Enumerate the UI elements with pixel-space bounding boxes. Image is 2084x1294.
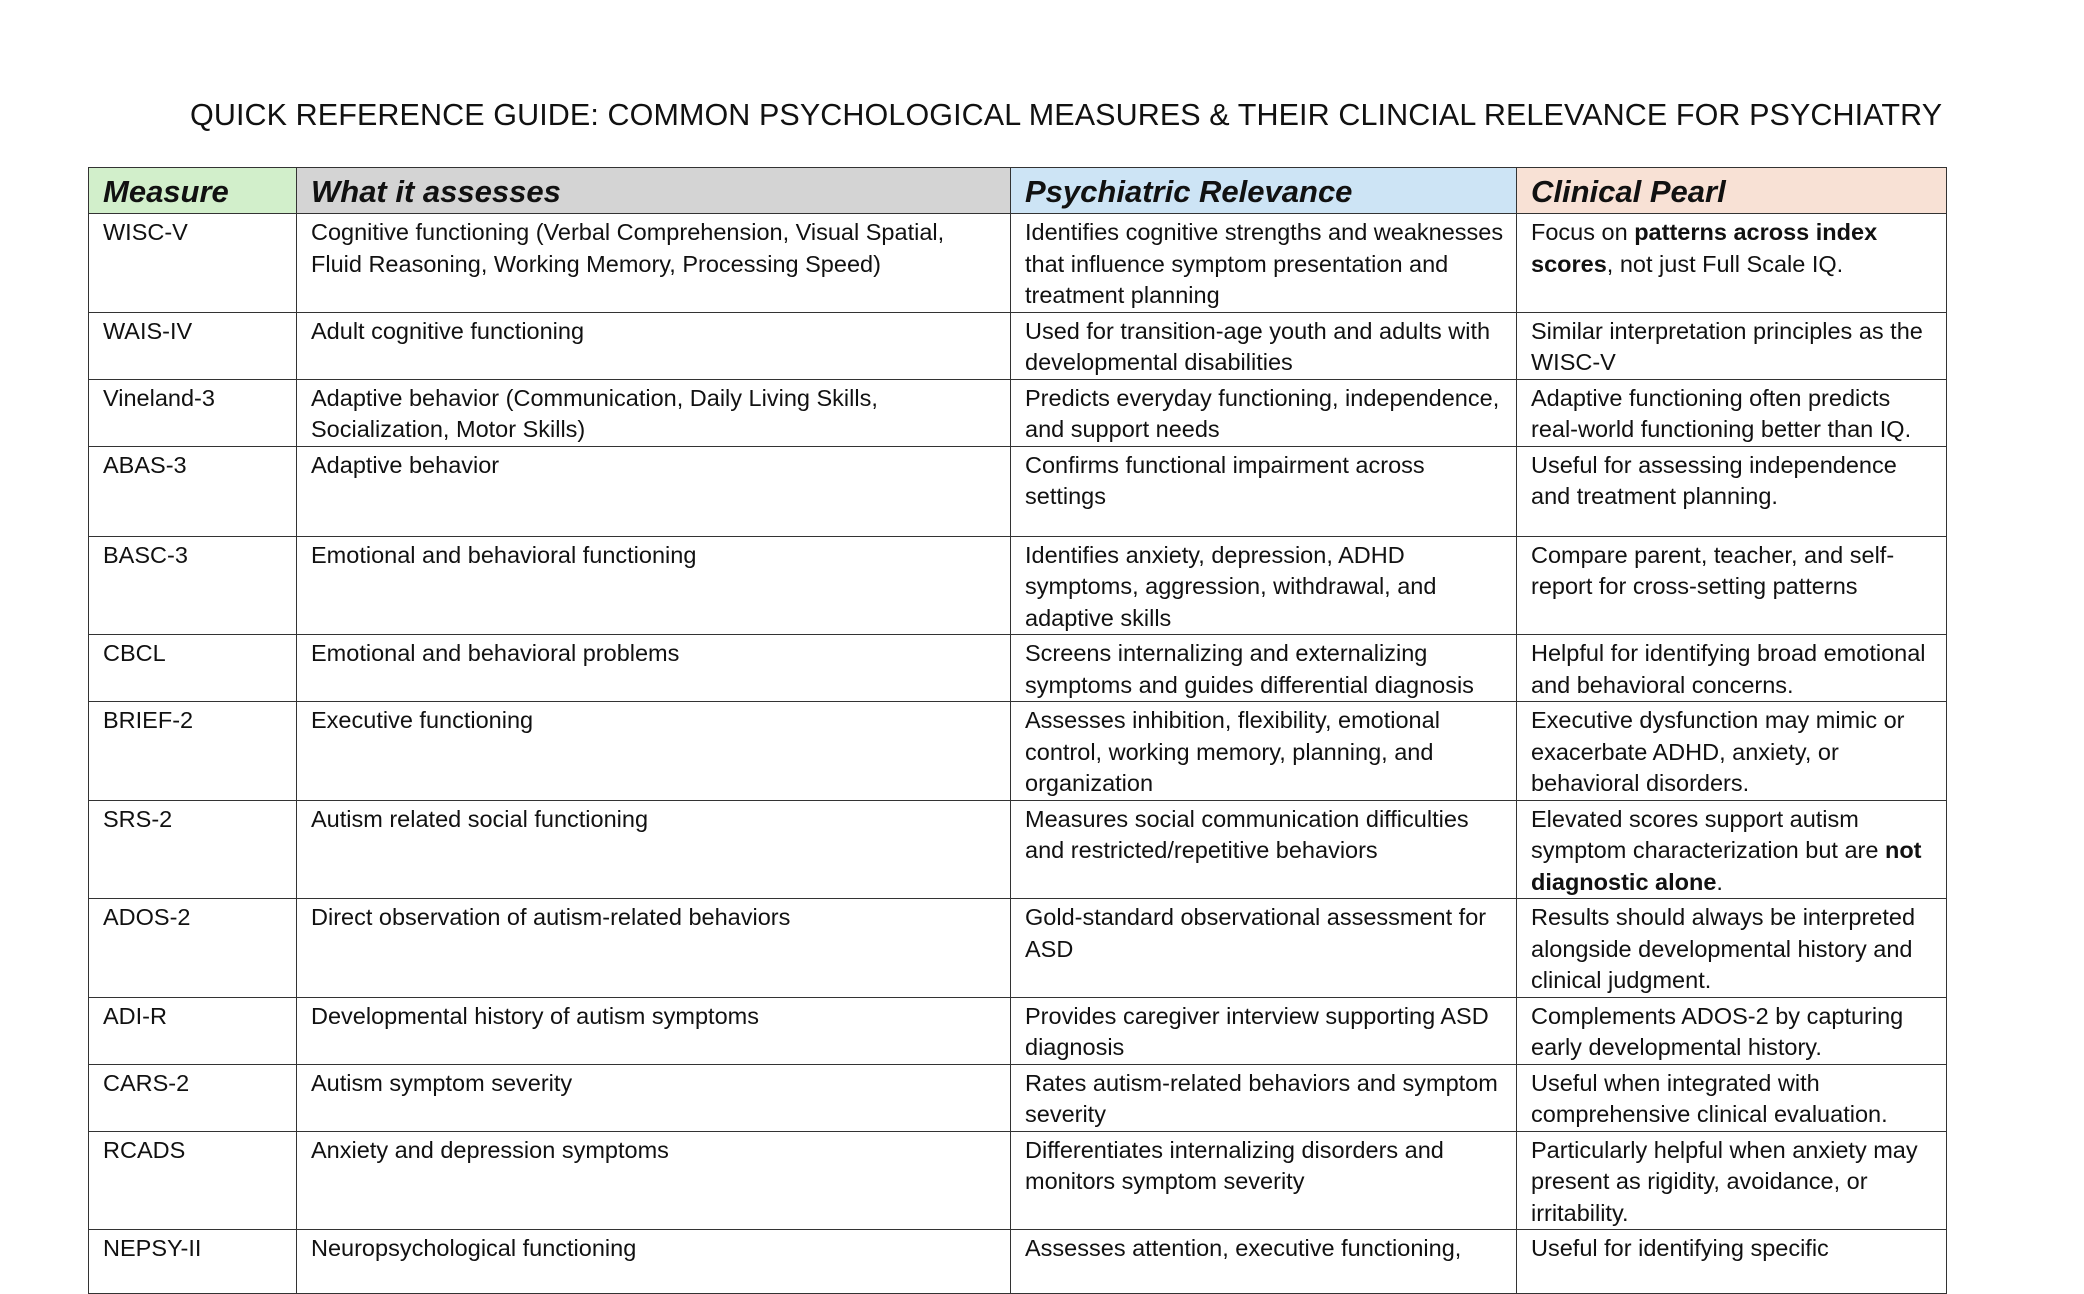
cell-relevance: Provides caregiver interview supporting ASD diagnosis bbox=[1011, 997, 1517, 1064]
cell-assesses: Autism symptom severity bbox=[297, 1064, 1011, 1131]
cell-assesses: Adaptive behavior (Communication, Daily Living Skills, Socialization, Motor Skills) bbox=[297, 379, 1011, 446]
measures-table bbox=[88, 167, 1947, 1294]
cell-measure: ABAS-3 bbox=[89, 446, 297, 536]
table-row bbox=[89, 997, 1947, 1064]
cell-measure: CBCL bbox=[89, 635, 297, 702]
cell-pearl: Complements ADOS-2 by capturing early developmental history. bbox=[1517, 997, 1947, 1064]
cell-pearl: Adaptive functioning often predicts real-world functioning better than IQ. bbox=[1517, 379, 1947, 446]
pearl-emphasis: patterns across index scores bbox=[1531, 219, 1878, 277]
cell-assesses: Emotional and behavioral problems bbox=[297, 635, 1011, 702]
column-header-psychiatric-relevance: Psychiatric Relevance bbox=[1011, 168, 1517, 214]
cell-pearl: Executive dysfunction may mimic or exacerbate ADHD, anxiety, or behavioral disorders. bbox=[1517, 702, 1947, 801]
cell-relevance: Assesses attention, executive functioning, bbox=[1011, 1230, 1517, 1294]
cell-measure: RCADS bbox=[89, 1131, 297, 1230]
table-row bbox=[89, 702, 1947, 801]
cell-pearl: Compare parent, teacher, and self-report for cross-setting patterns bbox=[1517, 536, 1947, 635]
cell-relevance: Measures social communication difficulties and restricted/repetitive behaviors bbox=[1011, 800, 1517, 899]
table-row bbox=[89, 1230, 1947, 1294]
cell-relevance: Differentiates internalizing disorders and monitors symptom severity bbox=[1011, 1131, 1517, 1230]
pearl-text: Elevated scores support autism symptom characterization but are bbox=[1531, 805, 1885, 863]
cell-relevance: Gold-standard observational assessment for ASD bbox=[1011, 899, 1517, 998]
cell-assesses: Adaptive behavior bbox=[297, 446, 1011, 536]
pearl-text: . bbox=[1716, 868, 1723, 895]
table-row bbox=[89, 899, 1947, 998]
cell-assesses: Developmental history of autism symptoms bbox=[297, 997, 1011, 1064]
cell-assesses: Adult cognitive functioning bbox=[297, 312, 1011, 379]
table-row bbox=[89, 446, 1947, 536]
cell-relevance: Screens internalizing and externalizing symptoms and guides differential diagnosis bbox=[1011, 635, 1517, 702]
column-header-measure: Measure bbox=[89, 168, 297, 214]
cell-pearl: Particularly helpful when anxiety may present as rigidity, avoidance, or irritability. bbox=[1517, 1131, 1947, 1230]
cell-assesses: Anxiety and depression symptoms bbox=[297, 1131, 1011, 1230]
cell-measure: CARS-2 bbox=[89, 1064, 297, 1131]
column-header-clinical-pearl: Clinical Pearl bbox=[1517, 168, 1947, 214]
cell-measure: WAIS-IV bbox=[89, 312, 297, 379]
table-row bbox=[89, 312, 1947, 379]
cell-pearl bbox=[1517, 214, 1947, 313]
cell-measure: NEPSY-II bbox=[89, 1230, 297, 1294]
page-title: QUICK REFERENCE GUIDE: COMMON PSYCHOLOGICAL MEASURES & THEIR CLINCIAL RELEVANCE FOR PSYCHIATRY bbox=[190, 98, 1943, 132]
table-row bbox=[89, 214, 1947, 313]
column-header-what-it-assesses: What it assesses bbox=[297, 168, 1011, 214]
cell-measure: Vineland-3 bbox=[89, 379, 297, 446]
table-row bbox=[89, 800, 1947, 899]
cell-relevance: Rates autism-related behaviors and symptom severity bbox=[1011, 1064, 1517, 1131]
cell-relevance: Predicts everyday functioning, independence, and support needs bbox=[1011, 379, 1517, 446]
cell-assesses: Direct observation of autism-related behaviors bbox=[297, 899, 1011, 998]
cell-assesses: Neuropsychological functioning bbox=[297, 1230, 1011, 1294]
cell-assesses: Emotional and behavioral functioning bbox=[297, 536, 1011, 635]
cell-pearl: Similar interpretation principles as the WISC-V bbox=[1517, 312, 1947, 379]
table-row bbox=[89, 635, 1947, 702]
cell-relevance: Used for transition-age youth and adults with developmental disabilities bbox=[1011, 312, 1517, 379]
cell-pearl: Useful when integrated with comprehensive clinical evaluation. bbox=[1517, 1064, 1947, 1131]
cell-pearl bbox=[1517, 800, 1947, 899]
cell-assesses: Cognitive functioning (Verbal Comprehension, Visual Spatial, Fluid Reasoning, Working Memory, Processing Speed) bbox=[297, 214, 1011, 313]
cell-assesses: Executive functioning bbox=[297, 702, 1011, 801]
cell-relevance: Identifies cognitive strengths and weaknesses that influence symptom presentation and treatment planning bbox=[1011, 214, 1517, 313]
table-row bbox=[89, 379, 1947, 446]
cell-pearl: Useful for assessing independence and treatment planning. bbox=[1517, 446, 1947, 536]
cell-measure: ADI-R bbox=[89, 997, 297, 1064]
cell-measure: SRS-2 bbox=[89, 800, 297, 899]
cell-measure: WISC-V bbox=[89, 214, 297, 313]
table-row bbox=[89, 536, 1947, 635]
table-header-row bbox=[89, 168, 1947, 214]
cell-pearl: Useful for identifying specific bbox=[1517, 1230, 1947, 1294]
cell-relevance: Identifies anxiety, depression, ADHD symptoms, aggression, withdrawal, and adaptive skills bbox=[1011, 536, 1517, 635]
pearl-text: , not just Full Scale IQ. bbox=[1606, 250, 1844, 277]
cell-relevance: Confirms functional impairment across settings bbox=[1011, 446, 1517, 536]
cell-assesses: Autism related social functioning bbox=[297, 800, 1011, 899]
cell-measure: BASC-3 bbox=[89, 536, 297, 635]
pearl-emphasis: not diagnostic alone bbox=[1531, 837, 1922, 895]
table-row bbox=[89, 1131, 1947, 1230]
table-row bbox=[89, 1064, 1947, 1131]
cell-pearl: Helpful for identifying broad emotional and behavioral concerns. bbox=[1517, 635, 1947, 702]
pearl-text: Focus on bbox=[1531, 219, 1635, 245]
cell-measure: BRIEF-2 bbox=[89, 702, 297, 801]
cell-relevance: Assesses inhibition, flexibility, emotional control, working memory, planning, and organization bbox=[1011, 702, 1517, 801]
cell-pearl: Results should always be interpreted alongside developmental history and clinical judgment. bbox=[1517, 899, 1947, 998]
cell-measure: ADOS-2 bbox=[89, 899, 297, 998]
